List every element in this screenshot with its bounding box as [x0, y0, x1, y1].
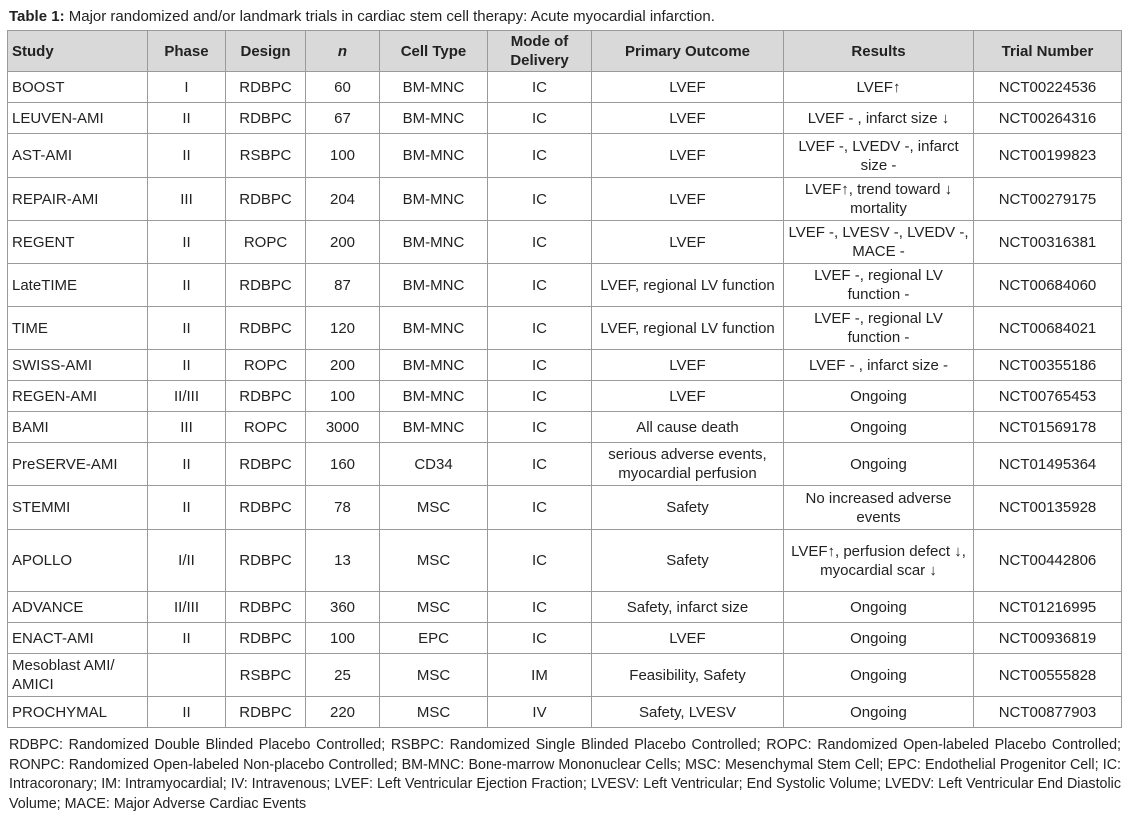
cell-design: RDBPC [226, 623, 306, 654]
cell-primary-outcome: Safety, LVESV [592, 697, 784, 728]
cell-phase: II [148, 103, 226, 134]
cell-cell-type: BM-MNC [380, 178, 488, 221]
cell-n: 100 [306, 623, 380, 654]
cell-cell-type: BM-MNC [380, 103, 488, 134]
cell-delivery: IC [488, 530, 592, 592]
cell-trial-number: NCT00264316 [974, 103, 1122, 134]
cell-delivery: IC [488, 623, 592, 654]
cell-study: ADVANCE [8, 592, 148, 623]
cell-primary-outcome: Safety [592, 530, 784, 592]
header-phase: Phase [148, 31, 226, 72]
cell-delivery: IM [488, 654, 592, 697]
cell-cell-type: MSC [380, 654, 488, 697]
table-row [8, 350, 1122, 381]
cell-delivery: IC [488, 307, 592, 350]
header-cell-type: Cell Type [380, 31, 488, 72]
cell-trial-number: NCT00936819 [974, 623, 1122, 654]
cell-trial-number: NCT01216995 [974, 592, 1122, 623]
cell-results: LVEF -, regional LV function - [784, 264, 974, 307]
cell-trial-number: NCT00684060 [974, 264, 1122, 307]
table-row [8, 412, 1122, 443]
cell-results: LVEF -, LVESV -, LVEDV -, MACE - [784, 221, 974, 264]
header-results: Results [784, 31, 974, 72]
cell-phase: II [148, 486, 226, 530]
header-primary-outcome: Primary Outcome [592, 31, 784, 72]
cell-primary-outcome: LVEF [592, 221, 784, 264]
cell-results: No increased adverse events [784, 486, 974, 530]
cell-cell-type: MSC [380, 592, 488, 623]
cell-trial-number: NCT00355186 [974, 350, 1122, 381]
cell-study: AST-AMI [8, 134, 148, 178]
cell-study: STEMMI [8, 486, 148, 530]
cell-design: RDBPC [226, 307, 306, 350]
cell-design: RSBPC [226, 654, 306, 697]
cell-design: RDBPC [226, 592, 306, 623]
cell-phase: II/III [148, 592, 226, 623]
cell-study: REPAIR-AMI [8, 178, 148, 221]
cell-phase: II [148, 221, 226, 264]
cell-delivery: IC [488, 103, 592, 134]
cell-cell-type: BM-MNC [380, 412, 488, 443]
cell-primary-outcome: All cause death [592, 412, 784, 443]
table-row [8, 178, 1122, 221]
cell-trial-number: NCT00316381 [974, 221, 1122, 264]
cell-cell-type: BM-MNC [380, 72, 488, 103]
caption-label: Table 1: [9, 8, 65, 25]
table-row [8, 592, 1122, 623]
cell-design: RDBPC [226, 264, 306, 307]
cell-phase: II [148, 697, 226, 728]
cell-cell-type: MSC [380, 530, 488, 592]
cell-n: 87 [306, 264, 380, 307]
cell-results: Ongoing [784, 412, 974, 443]
cell-design: RDBPC [226, 697, 306, 728]
header-trial-number: Trial Number [974, 31, 1122, 72]
cell-phase: II [148, 264, 226, 307]
cell-results: Ongoing [784, 697, 974, 728]
cell-primary-outcome: LVEF [592, 381, 784, 412]
cell-phase: II [148, 350, 226, 381]
trials-table [7, 30, 1122, 728]
cell-cell-type: BM-MNC [380, 264, 488, 307]
cell-n: 100 [306, 134, 380, 178]
cell-n: 13 [306, 530, 380, 592]
cell-primary-outcome: LVEF [592, 134, 784, 178]
cell-design: RDBPC [226, 381, 306, 412]
cell-delivery: IV [488, 697, 592, 728]
header-n: n [306, 31, 380, 72]
cell-results: LVEF↑, trend toward ↓ mortality [784, 178, 974, 221]
cell-delivery: IC [488, 221, 592, 264]
table-row [8, 103, 1122, 134]
header-study: Study [8, 31, 148, 72]
cell-primary-outcome: Safety [592, 486, 784, 530]
cell-n: 200 [306, 221, 380, 264]
cell-primary-outcome: LVEF [592, 623, 784, 654]
cell-phase [148, 654, 226, 697]
cell-delivery: IC [488, 134, 592, 178]
cell-n: 360 [306, 592, 380, 623]
cell-study: REGEN-AMI [8, 381, 148, 412]
cell-results: LVEF - , infarct size ↓ [784, 103, 974, 134]
cell-results: LVEF - , infarct size - [784, 350, 974, 381]
cell-delivery: IC [488, 264, 592, 307]
table-row [8, 381, 1122, 412]
cell-study: ENACT-AMI [8, 623, 148, 654]
cell-n: 120 [306, 307, 380, 350]
cell-n: 160 [306, 443, 380, 486]
cell-delivery: IC [488, 381, 592, 412]
cell-primary-outcome: LVEF [592, 103, 784, 134]
table-row [8, 264, 1122, 307]
cell-trial-number: NCT00224536 [974, 72, 1122, 103]
table-row [8, 530, 1122, 592]
caption-text: Major randomized and/or landmark trials in cardiac stem cell therapy: Acute myocardial infarction. [68, 8, 715, 25]
cell-delivery: IC [488, 72, 592, 103]
cell-study: APOLLO [8, 530, 148, 592]
cell-n: 3000 [306, 412, 380, 443]
table-row [8, 486, 1122, 530]
cell-design: ROPC [226, 412, 306, 443]
cell-phase: I [148, 72, 226, 103]
table-row [8, 654, 1122, 697]
cell-results: LVEF -, regional LV function - [784, 307, 974, 350]
cell-cell-type: BM-MNC [380, 381, 488, 412]
table-row [8, 221, 1122, 264]
header-mode-of-delivery: Mode of Delivery [488, 31, 592, 72]
cell-phase: III [148, 178, 226, 221]
cell-trial-number: NCT00765453 [974, 381, 1122, 412]
table-row [8, 623, 1122, 654]
header-design: Design [226, 31, 306, 72]
cell-phase: III [148, 412, 226, 443]
cell-phase: II [148, 134, 226, 178]
cell-delivery: IC [488, 350, 592, 381]
cell-results: Ongoing [784, 443, 974, 486]
cell-results: Ongoing [784, 381, 974, 412]
cell-delivery: IC [488, 592, 592, 623]
cell-phase: I/II [148, 530, 226, 592]
cell-results: LVEF↑, perfusion defect ↓, myocardial scar ↓ [784, 530, 974, 592]
cell-cell-type: CD34 [380, 443, 488, 486]
cell-study: PreSERVE-AMI [8, 443, 148, 486]
cell-trial-number: NCT00135928 [974, 486, 1122, 530]
cell-trial-number: NCT00199823 [974, 134, 1122, 178]
cell-design: RDBPC [226, 72, 306, 103]
cell-results: Ongoing [784, 592, 974, 623]
cell-delivery: IC [488, 178, 592, 221]
cell-cell-type: BM-MNC [380, 134, 488, 178]
cell-study: LEUVEN-AMI [8, 103, 148, 134]
cell-primary-outcome: serious adverse events, myocardial perfusion [592, 443, 784, 486]
cell-n: 204 [306, 178, 380, 221]
cell-primary-outcome: LVEF [592, 178, 784, 221]
cell-cell-type: BM-MNC [380, 221, 488, 264]
table-footnote: RDBPC: Randomized Double Blinded Placebo Controlled; RSBPC: Randomized Single Blinded Placebo Controlled; ROPC: Randomized Open-labeled Placebo Controlled; RONPC: Randomized Open-labeled Non-placebo Controlled; BM-MNC: Bone-marrow Mononuclear Cells; MSC: Mesenchymal Stem Cell; EPC: Endothelial Progenitor Cell; IC: Intracoronary; IM: Intramyocardial; IV: Intravenous; LVEF: Left Ventricular Ejection Fraction; LVESV: Left Ventricular; End Systolic Volume; LVEDV: Left Ventricular End Diastolic Volume; MACE: Major Adverse Cardiac Events [9, 737, 1121, 812]
cell-cell-type: BM-MNC [380, 307, 488, 350]
cell-primary-outcome: LVEF [592, 72, 784, 103]
cell-cell-type: BM-MNC [380, 350, 488, 381]
cell-trial-number: NCT00279175 [974, 178, 1122, 221]
cell-trial-number: NCT01569178 [974, 412, 1122, 443]
cell-primary-outcome: LVEF, regional LV function [592, 264, 784, 307]
cell-study: SWISS-AMI [8, 350, 148, 381]
cell-study: Mesoblast AMI/ AMICI [8, 654, 148, 697]
cell-results: Ongoing [784, 623, 974, 654]
table-row [8, 443, 1122, 486]
cell-n: 60 [306, 72, 380, 103]
cell-study: TIME [8, 307, 148, 350]
cell-design: RDBPC [226, 530, 306, 592]
table-row [8, 307, 1122, 350]
cell-study: PROCHYMAL [8, 697, 148, 728]
cell-design: RDBPC [226, 178, 306, 221]
cell-trial-number: NCT00442806 [974, 530, 1122, 592]
cell-design: ROPC [226, 350, 306, 381]
cell-primary-outcome: Safety, infarct size [592, 592, 784, 623]
cell-n: 25 [306, 654, 380, 697]
cell-trial-number: NCT00877903 [974, 697, 1122, 728]
cell-trial-number: NCT01495364 [974, 443, 1122, 486]
table-row [8, 697, 1122, 728]
cell-study: BAMI [8, 412, 148, 443]
cell-primary-outcome: Feasibility, Safety [592, 654, 784, 697]
cell-delivery: IC [488, 486, 592, 530]
cell-phase: II [148, 307, 226, 350]
cell-results: Ongoing [784, 654, 974, 697]
cell-design: RDBPC [226, 443, 306, 486]
cell-design: RSBPC [226, 134, 306, 178]
table-row [8, 134, 1122, 178]
cell-phase: II/III [148, 381, 226, 412]
cell-design: RDBPC [226, 103, 306, 134]
cell-trial-number: NCT00555828 [974, 654, 1122, 697]
cell-trial-number: NCT00684021 [974, 307, 1122, 350]
cell-phase: II [148, 443, 226, 486]
cell-cell-type: EPC [380, 623, 488, 654]
cell-study: BOOST [8, 72, 148, 103]
header-row [8, 31, 1122, 72]
cell-n: 220 [306, 697, 380, 728]
cell-cell-type: MSC [380, 486, 488, 530]
cell-results: LVEF↑ [784, 72, 974, 103]
table-caption [9, 7, 715, 27]
cell-n: 78 [306, 486, 380, 530]
cell-cell-type: MSC [380, 697, 488, 728]
table-row [8, 72, 1122, 103]
cell-results: LVEF -, LVEDV -, infarct size - [784, 134, 974, 178]
cell-study: REGENT [8, 221, 148, 264]
cell-primary-outcome: LVEF [592, 350, 784, 381]
cell-design: RDBPC [226, 486, 306, 530]
cell-design: ROPC [226, 221, 306, 264]
cell-n: 200 [306, 350, 380, 381]
cell-study: LateTIME [8, 264, 148, 307]
cell-n: 67 [306, 103, 380, 134]
cell-phase: II [148, 623, 226, 654]
cell-n: 100 [306, 381, 380, 412]
cell-delivery: IC [488, 443, 592, 486]
cell-delivery: IC [488, 412, 592, 443]
cell-primary-outcome: LVEF, regional LV function [592, 307, 784, 350]
